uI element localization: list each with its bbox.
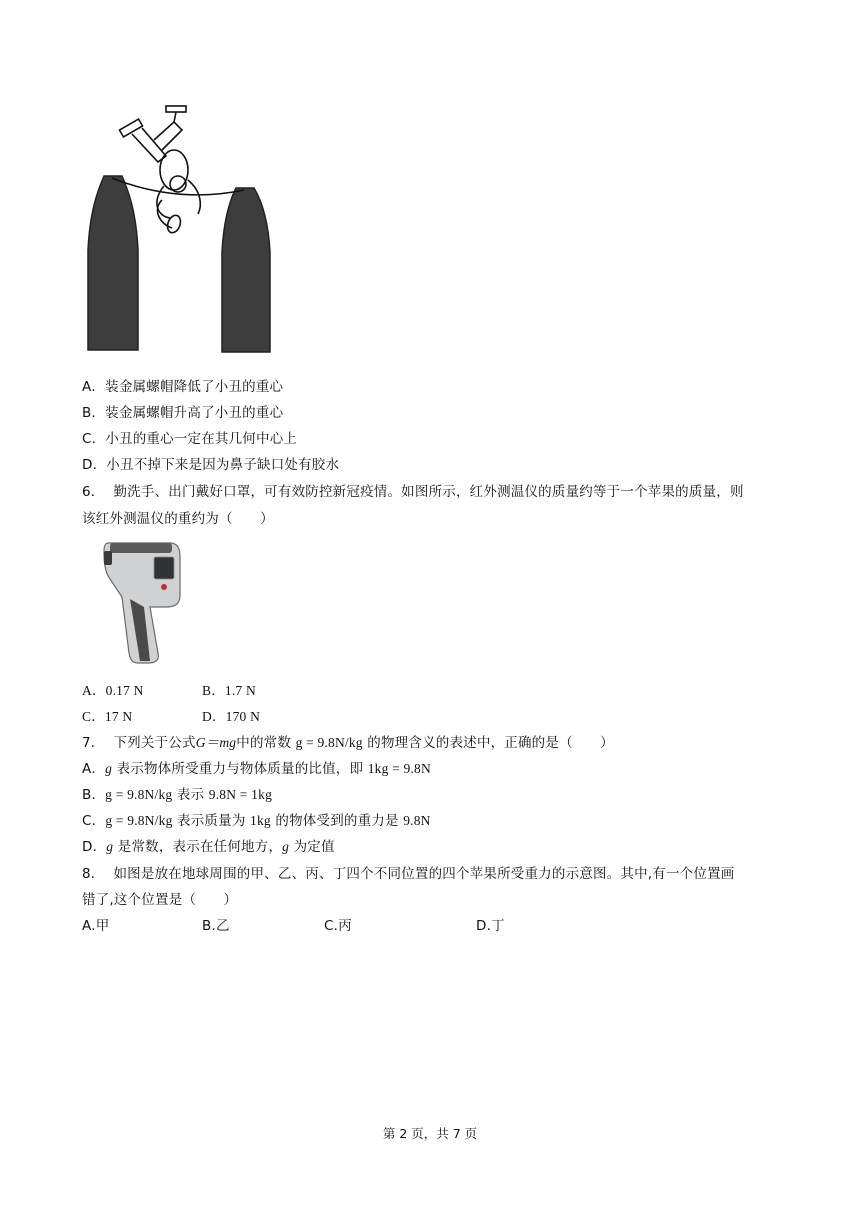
q8-option-b: B.乙	[202, 918, 230, 934]
clown-balance-figure	[82, 100, 282, 360]
infrared-thermometer-figure	[100, 535, 190, 665]
q7-option-c: C．g = 9.8N/kg 表示质量为 1kg 的物体受到的重力是 9.8N	[82, 813, 431, 829]
q8-options-row	[82, 917, 582, 935]
q6-options-row1	[82, 682, 382, 700]
q6-option-b: B．1.7 N	[202, 683, 256, 698]
q7-stem: 7． 下列关于公式G＝mg中的常数 g = 9.8N/kg 的物理含义的表述中，正确的是（ ）	[82, 735, 614, 751]
thermometer-button	[161, 584, 167, 590]
q5-option-d: D．小丑不掉下来是因为鼻子缺口处有胶水	[82, 457, 340, 473]
q6-option-a: A．0.17 N	[82, 683, 144, 698]
q5-option-c: C．小丑的重心一定在其几何中心上	[82, 431, 298, 447]
page-footer: 第 2 页，共 7 页	[382, 1126, 478, 1141]
q5-option-b: B．装金属螺帽升高了小丑的重心	[82, 405, 284, 421]
q8-option-c: C.丙	[324, 918, 352, 934]
q7-option-b: B．g = 9.8N/kg 表示 9.8N = 1kg	[82, 787, 273, 803]
q6-options-row2	[82, 708, 382, 726]
thermometer-top	[110, 543, 172, 553]
q6-option-c: C．17 N	[82, 709, 133, 724]
q6-stem-line2: 该红外测温仪的重约为（ ）	[82, 511, 274, 527]
thermometer-screen	[154, 557, 174, 579]
left-bottle-shape	[88, 176, 138, 350]
q6-stem-line1: 6． 勤洗手、出门戴好口罩，可有效防控新冠疫情。如图所示，红外测温仪的质量约等于一个苹果的质量，则	[82, 484, 744, 500]
q8-stem-line1: 8． 如图是放在地球周围的甲、乙、丙、丁四个不同位置的四个苹果所受重力的示意图。其中,有一个位置画	[82, 866, 735, 882]
q8-stem-line2: 错了,这个位置是（ ）	[82, 892, 238, 908]
q8-option-d: D.丁	[476, 918, 505, 934]
q7-option-a: A．g 表示物体所受重力与物体质量的比值，即 1kg = 9.8N	[82, 761, 431, 777]
q5-option-a: A．装金属螺帽降低了小丑的重心	[82, 379, 284, 395]
thermometer-lens	[104, 551, 112, 565]
q6-option-d: D．170 N	[202, 709, 261, 724]
q8-option-a: A.甲	[82, 918, 110, 934]
right-bottle-shape	[222, 188, 270, 352]
q7-option-d: D．g 是常数，表示在任何地方，g 为定值	[82, 839, 335, 855]
